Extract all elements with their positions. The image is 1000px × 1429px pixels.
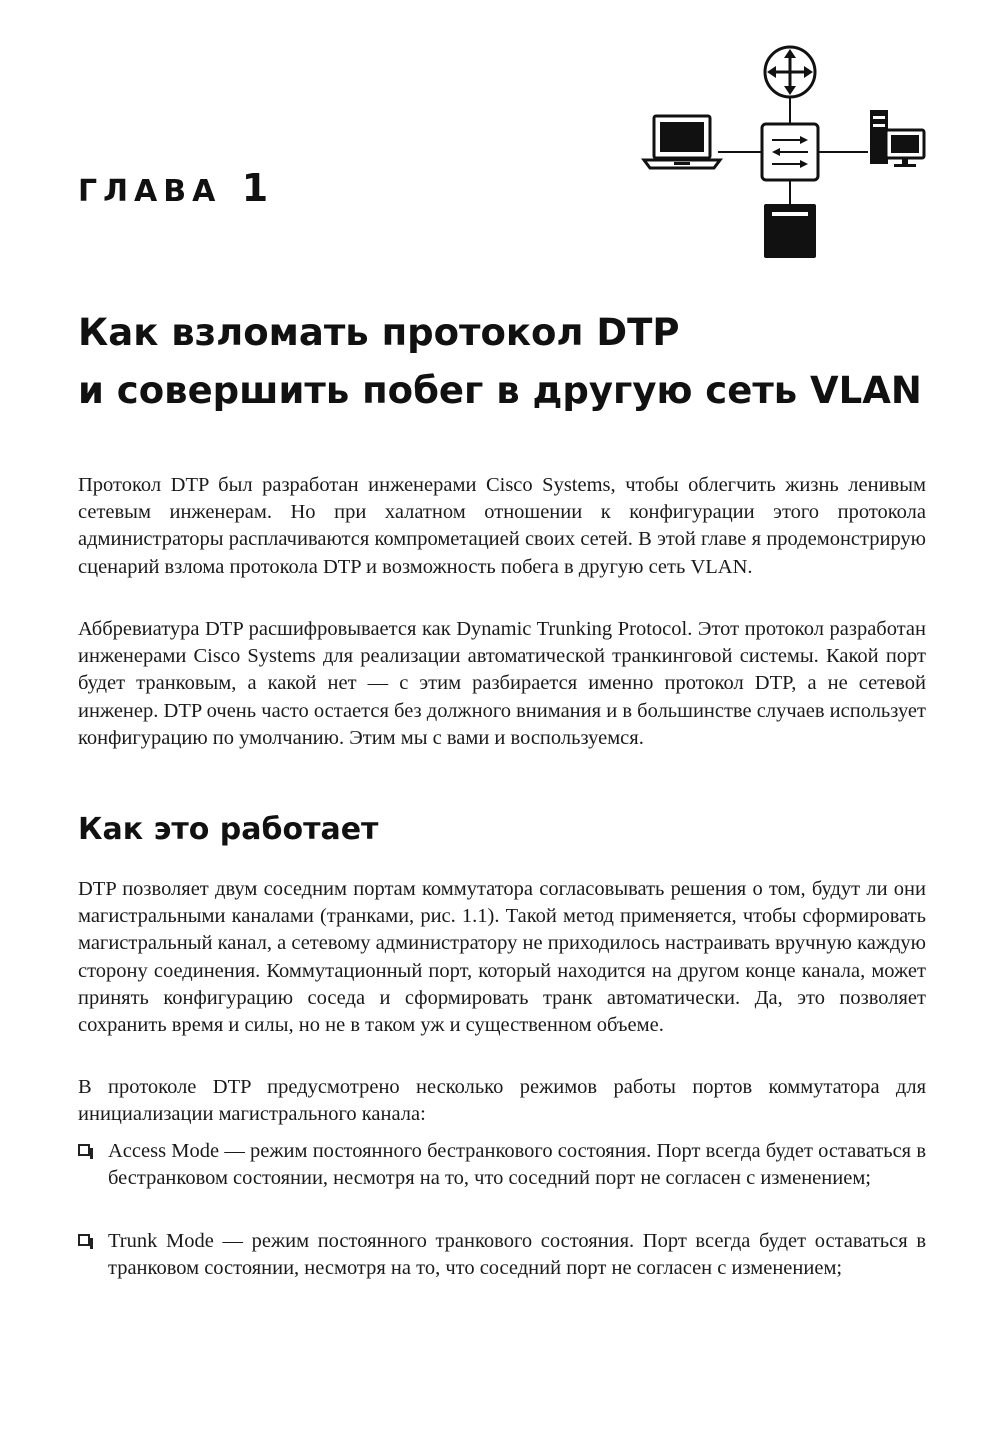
desktop-computer-icon <box>870 110 924 167</box>
intro-paragraph-2: Аббревиатура DTP расшифровывается как Dynamic Trunking Protocol. Этот протокол разработан инженерами Cisco Systems для реализации автоматической транкинговой системы. Какой порт будет транковым, а какой нет — с этим разбирается именно протокол DTP, а не сетевой инженер. DTP очень часто остается без должного внимания и в большинстве случаев использует конфигурацию по умолчанию. Этим мы с вами и воспользуемся. <box>78 618 926 749</box>
network-topology-illustration <box>636 40 936 270</box>
chapter-title-line-2: и совершить побег в другую сеть VLAN <box>78 369 922 412</box>
chapter-word: ГЛАВА <box>78 174 222 209</box>
router-icon <box>765 47 815 97</box>
chapter-number: 1 <box>241 166 269 210</box>
laptop-icon <box>644 116 720 168</box>
chapter-title-line-1: Как взломать протокол DTP <box>78 311 680 354</box>
chapter-title <box>78 304 958 420</box>
switch-icon <box>762 124 818 180</box>
server-icon <box>764 204 816 258</box>
checkbox-bullet-icon <box>78 1144 90 1156</box>
chapter-label <box>78 166 268 210</box>
section-paragraph-1: DTP позволяет двум соседним портам коммутатора согласовывать решения о том, будут ли они магистральными каналами (транками, рис. 1.1). Такой метод применяется, чтобы сформировать магистральный канал, а сетевому администратору не приходилось настраивать вручную каждую сторону соединения. Коммутационный порт, который находится на другом конце канала, может принять конфигурацию соседа и сформировать транк автоматически. Да, это позволяет сохранить время и силы, но не в таком уж и существенном объеме. <box>78 878 926 1037</box>
section-paragraph-2: В протоколе DTP предусмотрено несколько режимов работы портов коммутатора для инициализации магистрального канала: <box>78 1076 926 1126</box>
list-item-text: Trunk Mode — режим постоянного транкового состояния. Порт всегда будет оставаться в транковом состоянии, несмотря на то, что соседний порт не согласен с изменением; <box>108 1230 926 1280</box>
section-heading: Как это работает <box>78 812 379 847</box>
list-item-text: Access Mode — режим постоянного бестранкового состояния. Порт всегда будет оставаться в бестранковом состоянии, несмотря на то, что соседний порт не согласен с изменением; <box>108 1140 926 1190</box>
list-item <box>78 1228 926 1282</box>
list-item <box>78 1138 926 1192</box>
checkbox-bullet-icon <box>78 1234 90 1246</box>
intro-paragraph-1: Протокол DTP был разработан инженерами Cisco Systems, чтобы облегчить жизнь ленивым сетевым инженерам. Но при халатном отношении к конфигурации этого протокола администраторы расплачиваются компрометацией своих сетей. В этой главе я продемонстрирую сценарий взлома протокола DTP и возможность побега в другую сеть VLAN. <box>78 474 926 578</box>
